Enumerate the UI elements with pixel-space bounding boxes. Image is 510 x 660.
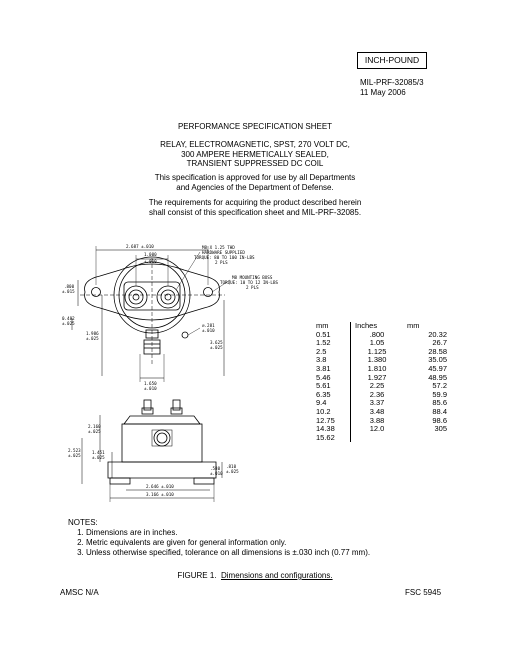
- table-cell: [351, 434, 404, 443]
- table-cell: 1.810: [351, 365, 404, 374]
- table-cell: 85.6: [432, 398, 447, 408]
- dim-hole: ⌀.281: [202, 323, 215, 328]
- notes-list: [68, 528, 370, 558]
- boss-note: 2 PLS: [246, 285, 259, 290]
- dim-inner-width: 1.000: [144, 252, 157, 257]
- notes-section: [68, 518, 370, 558]
- dim-top-width: 2.687 ±.010: [126, 244, 154, 249]
- table-cell: 57.2: [432, 381, 447, 391]
- table-cell: 1.125: [351, 348, 404, 357]
- table-cell: 10.2: [316, 406, 331, 416]
- table-cell: 5.61: [316, 381, 331, 391]
- requirements-statement: [0, 198, 510, 217]
- table-cell: 26.7: [432, 338, 447, 348]
- table-cell: 98.6: [432, 415, 447, 425]
- document-id: [360, 78, 424, 98]
- dim-side-2: 2.523: [68, 448, 81, 453]
- inch-pound-box: INCH-POUND: [357, 52, 427, 69]
- metric-conversion-table: [312, 322, 451, 442]
- col-header-inches: Inches: [351, 322, 404, 331]
- table-row: [312, 434, 451, 443]
- dim-right: 3.625: [210, 340, 223, 345]
- dim-foot-2: .580: [210, 466, 221, 471]
- table-cell: .800: [351, 331, 404, 340]
- approval-line: and Agencies of the Department of Defense.: [176, 182, 334, 192]
- dim-left-1: .800: [64, 284, 75, 289]
- stud-note: TORQUE: 80 TO 100 IN-LBS: [194, 255, 255, 260]
- stud-note: M8 X 1.25 THD: [202, 245, 235, 250]
- note-item: 1. Dimensions are in inches.: [86, 528, 370, 538]
- table-cell: 1.05: [351, 339, 404, 348]
- dim-left-1-tol: ±.015: [62, 289, 75, 294]
- table-cell: 3.37: [351, 399, 404, 408]
- requirement-line: shall consist of this specification sheet and MIL-PRF-32085.: [148, 207, 362, 217]
- table-cell: 1.52: [316, 338, 331, 348]
- table-cell: 2.25: [351, 382, 404, 391]
- dim-left-3-tol: ±.025: [86, 336, 99, 341]
- table-cell: 12.75: [316, 415, 335, 425]
- dim-left-2-tol: ±.025: [62, 321, 75, 326]
- doc-date: 11 May 2006: [360, 88, 406, 97]
- table-cell: 14.38: [316, 424, 335, 434]
- approval-line: This specification is approved for use by all Departments: [154, 173, 356, 182]
- table-cell: 3.48: [351, 408, 404, 417]
- table-cell: 88.4: [432, 406, 447, 416]
- footer-amsc: AMSC N/A: [60, 588, 99, 597]
- dim-side-2-tol: ±.025: [68, 453, 81, 458]
- note-item: 3. Unless otherwise specified, tolerance on all dimensions is ±.030 inch (0.77 mm).: [86, 548, 370, 558]
- footer-fsc: FSC 5945: [405, 588, 442, 597]
- dim-inner-width-tol: ±.010: [144, 259, 157, 264]
- col-header-mm-2: mm: [407, 321, 420, 330]
- stud-note: 2 PLS: [215, 260, 228, 265]
- notes-title: NOTES:: [68, 518, 98, 527]
- dim-hole-tol: ±.010: [202, 328, 215, 333]
- dim-bottom: 1.650: [144, 381, 157, 386]
- dim-side-1: 2.160: [88, 424, 101, 429]
- table-cell: 305: [434, 424, 447, 434]
- table-cell: 0.51: [316, 329, 331, 339]
- table-cell: 6.35: [316, 389, 331, 399]
- dim-bottom-tol: ±.010: [144, 386, 157, 391]
- table-cell: 5.46: [316, 372, 331, 382]
- dim-right-tol: ±.025: [210, 345, 223, 350]
- dim-foot-1: .810: [226, 464, 237, 469]
- table-cell: 2.36: [351, 391, 404, 400]
- table-cell: 35.05: [428, 355, 447, 365]
- col-header-mm: mm: [316, 321, 329, 330]
- dim-left-2: 0.482: [62, 316, 75, 321]
- dim-foot-2-tol: ±.010: [210, 471, 223, 476]
- boss-note: M8 MOUNTING BOSS: [232, 275, 273, 280]
- dim-foot-1-tol: ±.025: [226, 469, 239, 474]
- dim-base-2: 3.166 ±.010: [146, 492, 174, 497]
- table-cell: 3.81: [316, 363, 331, 373]
- stud-note: HARDWARE SUPPLIED: [202, 250, 245, 255]
- dim-left-3: 1.986: [86, 331, 99, 336]
- approval-statement: [0, 173, 510, 192]
- boss-note: TORQUE: 10 TO 12 IN-LBS: [220, 280, 278, 285]
- spec-sheet-heading: PERFORMANCE SPECIFICATION SHEET: [177, 122, 333, 131]
- relay-title: [0, 140, 510, 169]
- note-item: 2. Metric equivalents are given for general information only.: [86, 538, 370, 548]
- doc-number: MIL-PRF-32085/3: [360, 78, 424, 87]
- table-cell: 15.62: [316, 432, 335, 442]
- dim-side-1-tol: ±.025: [88, 429, 101, 434]
- table-cell: 20.32: [428, 329, 447, 339]
- dim-base-1: 2.646 ±.010: [146, 484, 174, 489]
- table-cell: 2.5: [316, 346, 327, 356]
- dim-side-3: 1.451: [92, 450, 105, 455]
- dim-side-3-tol: ±.025: [92, 455, 105, 460]
- figure-caption: [0, 571, 510, 580]
- title-line: TRANSIENT SUPPRESSED DC COIL: [186, 159, 324, 168]
- relay-dimension-drawing: [60, 240, 305, 505]
- figure-number: FIGURE 1.: [177, 571, 217, 580]
- title-line: 300 AMPERE HERMETICALLY SEALED,: [181, 149, 329, 159]
- figure-title: Dimensions and configurations.: [220, 571, 333, 580]
- table-cell: [403, 434, 451, 443]
- table-cell: 12.0: [351, 425, 404, 434]
- table-cell: 3.8: [316, 355, 327, 365]
- table-cell: 9.4: [316, 398, 327, 408]
- table-cell: 59.9: [432, 389, 447, 399]
- title-line: RELAY, ELECTROMAGNETIC, SPST, 270 VOLT DC,: [160, 140, 350, 149]
- table-cell: 28.58: [428, 346, 447, 356]
- table-cell: 1.380: [351, 356, 404, 365]
- table-cell: 1.927: [351, 374, 404, 383]
- table-cell: 48.95: [428, 372, 447, 382]
- table-cell: 3.88: [351, 417, 404, 426]
- table-cell: 45.97: [428, 363, 447, 373]
- requirement-line: The requirements for acquiring the product described herein: [148, 198, 362, 207]
